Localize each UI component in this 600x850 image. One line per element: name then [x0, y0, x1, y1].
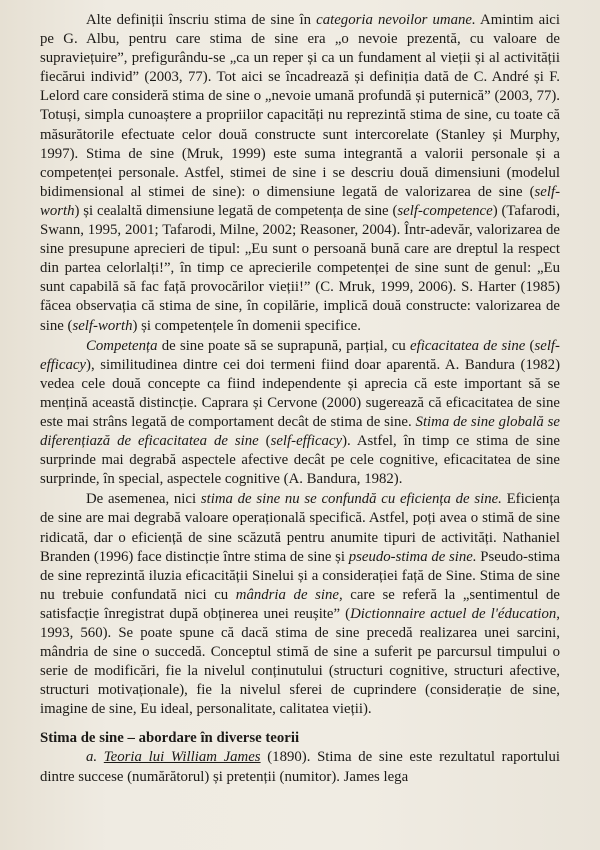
- italic-run: self-worth: [72, 317, 133, 334]
- subsection-text: (1890). Stima de sine este rezultatul raportului dintre succese (numărătorul) și pretenții (numitor). James lega: [40, 749, 561, 785]
- subsection-paragraph: [40, 748, 560, 786]
- italic-run: mândria de sine: [235, 586, 339, 603]
- section-heading: Stima de sine – abordare în diverse teorii: [40, 730, 300, 747]
- text-run: De asemenea, nici: [86, 491, 201, 508]
- italic-run: eficacitatea de sine: [410, 337, 526, 354]
- text-run: (: [258, 433, 271, 450]
- italic-run: self-efficacy: [40, 337, 560, 373]
- text-run: de sine poate să se suprapună, parțial, cu: [157, 337, 411, 354]
- italic-run: self-worth: [40, 183, 560, 219]
- text-run: , 1993, 560). Se poate spune că dacă stima de sine precedă realizarea unei sarcini, mândria de sine o succedă. Conceptul stimă de sine a suferit pe parcursul timpului o serie de modificări, fie la nivelul conținutului (structuri cognitive, structuri afective, structuri motivaționale), fie la nivelul sferei de cuprindere (considerație de sine, imagine de sine, Eu ideal, personalitate, calitatea vieții).: [40, 605, 560, 718]
- subsection-letter: a.: [86, 749, 98, 766]
- italic-run: pseudo-stima de sine.: [348, 548, 477, 565]
- italic-run: self-efficacy: [270, 433, 343, 450]
- text-run: (: [525, 337, 535, 354]
- italic-run: Competența: [86, 337, 158, 354]
- text-run: Alte definiții înscriu stima de sine în: [86, 12, 317, 28]
- text-run: ) și cealaltă dimensiune legată de competența de sine (: [74, 202, 398, 219]
- paragraph-3: [40, 490, 560, 719]
- paragraph-2: [40, 337, 560, 490]
- italic-run: self-competence: [397, 202, 493, 219]
- text-run: Eficiența de sine are mai degrabă valoare operațională specifică. Astfel, poți avea o stimă de sine ridicată, dar o eficiență de sine scăzută pentru anumite tipuri de activități. Nathaniel Branden (1996) face distincție între stima de sine și: [40, 491, 561, 565]
- text-run: Pseudo-stima de sine reprezintă iluzia eficacității Sinelui și a considerației față de Sine. Stima de sine nu trebuie confundată nici cu: [40, 548, 561, 603]
- text-run: ). Astfel, în timp ce stima de sine surprinde mai degrabă aspectele afective decât pe cele cognitive, eficacitatea de sine surprinde, în special, aspectele cognitive (A. Bandura, 1982).: [40, 433, 560, 488]
- italic-run: Dictionnaire actuel de l'éducation: [350, 605, 557, 622]
- italic-run: stima de sine nu se confundă cu eficiența de sine.: [200, 491, 502, 508]
- italic-run: categoria nevoilor umane.: [316, 12, 476, 28]
- italic-run: Stima de sine globală se diferențiază de eficacitatea de sine: [40, 413, 560, 450]
- subsection-title: Teoria lui William James: [103, 749, 261, 766]
- text-run: Amintim aici pe G. Albu, pentru care stima de sine era „o nevoie prezentă, cu valoare de supraviețuire”, prefigurându-se „ca un reper și ca un fundament al vieții și al activității fiecărui individ” (2003, 77). Tot aici se încadrează și definiția dată de C. André și F. Lelord care consideră stima de sine o „nevoie umană profundă și puternică” (2003, 77). Totuși, simpla cunoaștere a propriilor capacități nu reprezintă stima de sine, cu toate că măsurătorile efectuate celor două constructe sunt intercorelate (Stanley și Murphy, 1997). Stima de sine (Mruk, 1999) este suma integrantă a valorii personale și a competenței personale. Astfel, stimei de sine i se descriu două dimensiuni (modelul bidimensional al stimei de sine): o dimensiune legată de valorizarea de sine (: [40, 12, 560, 200]
- paragraph-1: [40, 11, 560, 336]
- text-run: ) și competențele în domenii specifice.: [132, 317, 361, 334]
- text-run: ), similitudinea dintre cei doi termeni fiind doar aparentă. A. Bandura (1982) vedea cele două concepte ca fiind independente și aprecia că este important să se mențină această distincție. Caprara și Cervone (2000) sugerează că eficacitatea de sine este mai strâns legată de comportament decât de stima de sine.: [40, 356, 560, 430]
- text-run: ) (Tafarodi, Swann, 1995, 2001; Tafarodi, Milne, 2002; Reasoner, 2004). Într-adevăr, valorizarea de sine presupune aprecieri de tipul: „Eu sunt o persoană bună care are dreptul la respect din partea celorlalți!”, în timp ce aprecierile competenței de sine sunt de genul: „Eu sunt capabilă să fac față provocărilor vieții!” (C. Mruk, 1999, 2006). S. Harter (1985) făcea observația că stima de sine, în copilărie, implică două constructe: valorizarea de sine (: [40, 202, 560, 334]
- text-run: , care se referă la „sentimentul de satisfacție înregistrat după obținerea unei reușite” (: [40, 586, 560, 622]
